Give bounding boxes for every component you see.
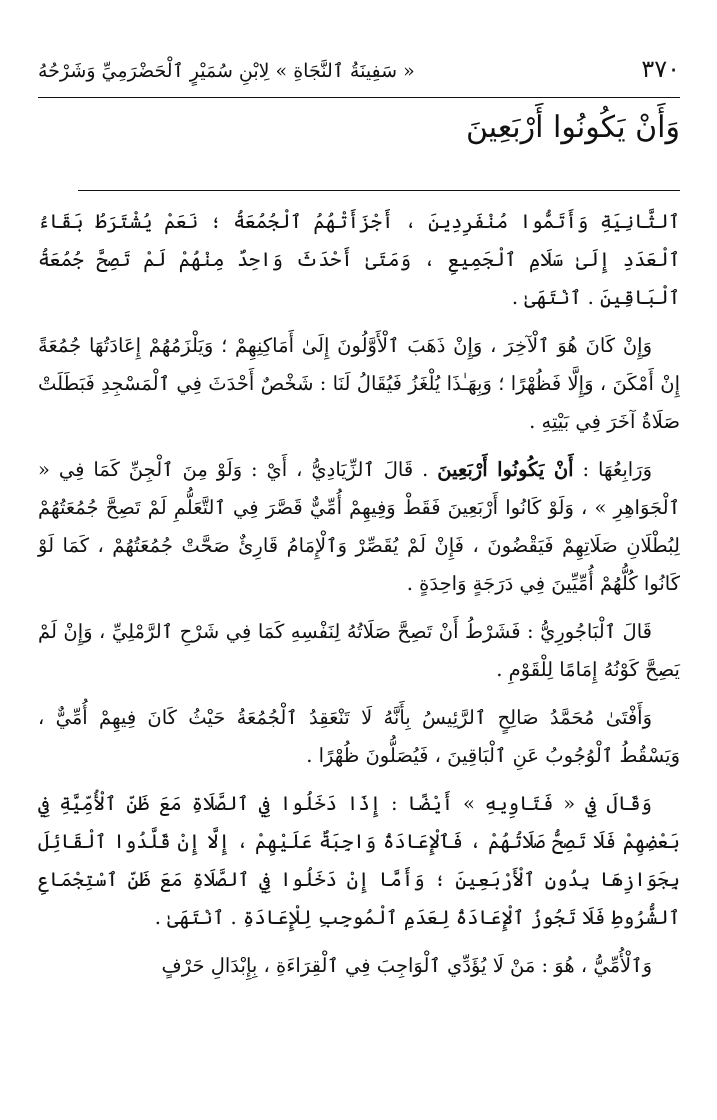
book-page — [38, 55, 680, 995]
paragraph-text: وَقَالَ فِي « فَتَاوِيهِ » أَيْضًا : إِذَا دَخَلُوا فِي ٱلصَّلَاةِ مَعَ ظَنِّ ٱلْأُمِّيَّةِ فِي بَعْضِهِمْ فَلَا تَصِحُّ صَلَاتُهُمْ ، فَٱلْإِعَادَةُ وَاجِبَةٌ عَلَيْهِمْ ، إِلَّا إِنْ قَلَّدُوا ٱلْقَائِلَ بِجَوَازِهَا بِدُونِ ٱلْأَرْبَعِينَ ؛ وَأَمَّا إِنْ دَخَلُوا فِي ٱلصَّلَاةِ مَعَ ظَنِّ ٱسْتِجْمَاعِ ٱلشُّرُوطِ فَلَا تَجُوزُ ٱلْإِعَادَةُ لِعَدَمِ ٱلْمُوجِبِ لِلْإِعَادَةِ . ٱنْتَهَىٰ . — [38, 792, 680, 929]
paragraph — [38, 699, 680, 775]
paragraph-text: وَإِنْ كَانَ هُوَ ٱلْآخِرَ ، وَإِنْ ذَهَبَ ٱلْأَوَّلُونَ إِلَىٰ أَمَاكِنِهِمْ ؛ وَيَلْزَمُهُمْ إِعَادَتُهَا جُمُعَةً إِنْ أَمْكَنَ ، وَإِلَّا فَظُهْرًا ؛ وَبِهَـٰذَا يُلْغَزُ فَيُقَالُ لَنَا : شَخْصٌ أَحْدَثَ فِي ٱلْمَسْجِدِ فَبَطَلَتْ صَلَاةُ آخَرَ فِي بَيْتِهِ . — [38, 334, 680, 433]
paragraph — [38, 327, 680, 441]
paragraph — [38, 947, 680, 985]
paragraph-text: قَالَ ٱلْبَاجُورِيُّ : فَشَرْطُ أَنْ تَصِحَّ صَلَاتُهُ لِنَفْسِهِ كَمَا فِي شَرْحِ ٱلرَّمْلِيِّ ، وَإِنْ لَمْ يَصِحَّ كَوْنُهُ إِمَامًا لِلْقَوْمِ . — [38, 620, 680, 681]
paragraph — [38, 451, 680, 603]
paragraph-text: وَأَفْتَىٰ مُحَمَّدُ صَالِحٍ ٱلرَّئِيسُ بِأَنَّهُ لَا تَنْعَقِدُ ٱلْجُمُعَةُ حَيْثُ كَانَ فِيهِمْ أُمِّيٌّ ، وَيَسْقُطُ ٱلْوُجُوبُ عَنِ ٱلْبَاقِينَ ، فَيُصَلُّونَ ظُهْرًا . — [38, 706, 680, 767]
paragraph-text: وَرَابِعُهَا : — [573, 458, 653, 481]
matn-text: وَأَنْ يَكُونُوا أَرْبَعِينَ — [465, 110, 680, 145]
paragraph-text: ٱلثَّانِيَةِ وَأَتَمُّوا مُنْفَرِدِينَ ، أَجْزَأَتْهُمُ ٱلْجُمُعَةُ ؛ نَعَمْ يُشْتَرَطُ بَقَاءُ ٱلْعَدَدِ إِلَىٰ سَلَامِ ٱلْجَمِيعِ ، وَمَتَىٰ أَحْدَثَ وَاحِدٌ مِنْهُمْ لَمْ تَصِحَّ جُمُعَةُ ٱلْبَاقِينَ . ٱنْتَهَىٰ . — [38, 210, 680, 309]
page-number: ٣٧٠ — [641, 55, 680, 83]
paragraph — [38, 203, 680, 317]
book-title: « سَفِينَةُ ٱلنَّجَاةِ » لِابْنِ سُمَيْرٍ ٱلْحَضْرَمِيِّ وَشَرْحُهُ — [38, 60, 415, 82]
commentary-body — [38, 203, 680, 985]
matn-quote-bold: أَنْ يَكُونُوا أَرْبَعِينَ — [437, 458, 574, 481]
matn-excerpt — [38, 98, 680, 190]
running-header — [38, 55, 680, 93]
paragraph-text: . قَالَ ٱلزِّيَادِيُّ ، أَيْ : وَلَوْ مِنَ ٱلْجِنِّ كَمَا فِي « ٱلْجَوَاهِرِ » ، وَلَوْ كَانُوا أَرْبَعِينَ فَقَطْ وَفِيهِمْ أُمِّيٌّ قَصَّرَ فِي ٱلتَّعَلُّمِ لَمْ تَصِحَّ جُمُعَتُهُمْ لِبُطْلَانِ صَلَاتِهِمْ فَيَقْضُونَ ، فَإِنْ لَمْ يُقَصِّرْ وَٱلْإِمَامُ قَارِئٌ صَحَّتْ جُمُعَتُهُمْ ، كَمَا لَوْ كَانُوا كُلُّهُمْ أُمِّيِّينَ فِي دَرَجَةٍ وَاحِدَةٍ . — [38, 458, 680, 595]
paragraph — [38, 785, 680, 937]
paragraph — [38, 613, 680, 689]
paragraph-text: وَٱلْأُمِّيُّ ، هُوَ : مَنْ لَا يُؤَدِّي ٱلْوَاجِبَ فِي ٱلْقِرَاءَةِ ، بِإِبْدَالِ حَرْفٍ — [161, 954, 652, 977]
matn-separator-rule — [78, 190, 680, 191]
